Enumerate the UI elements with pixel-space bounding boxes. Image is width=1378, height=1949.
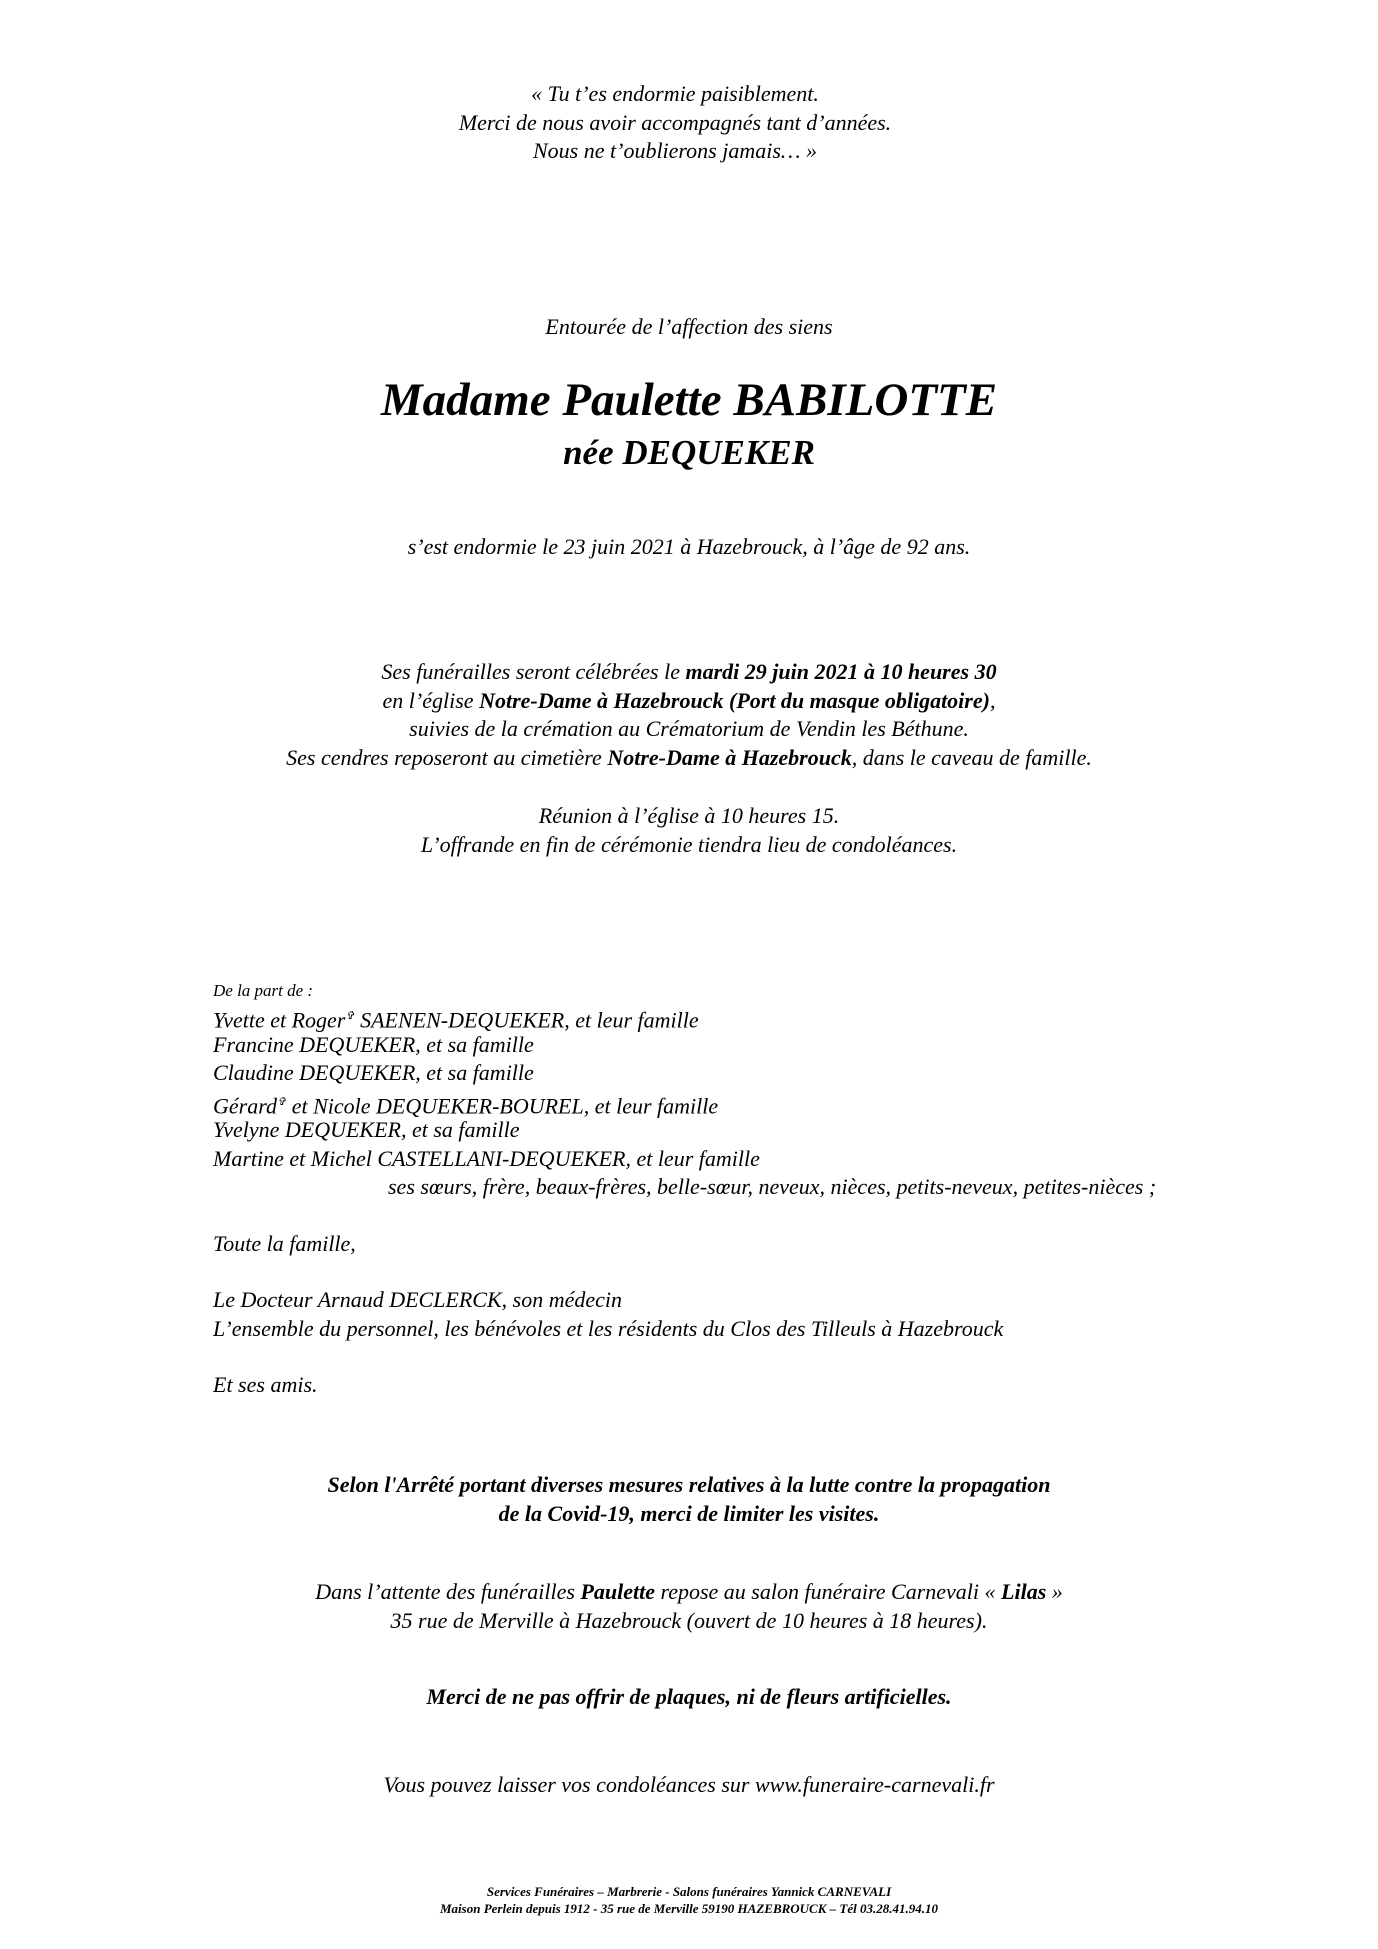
family-list [213,980,1156,1400]
salon-info [0,1578,1378,1635]
condolences-line: Vous pouvez laisser vos condoléances sur www.funeraire-carnevali.fr [383,1772,995,1797]
epigraph [0,80,1350,166]
whole-family-line: Toute la famille, [213,1230,356,1256]
family-member: Martine et Michel CASTELLANI-DEQUEKER, et leur famille [213,1145,760,1171]
meeting-line: Réunion à l’église à 10 heures 15. [538,803,840,828]
cremation-line: suivies de la crémation au Crématorium de Vendin les Béthune. [409,716,969,741]
footer-line: Maison Perlein depuis 1912 - 35 rue de Merville 59190 HAZEBROUCK – Tél 03.28.41.94.10 [440,1901,938,1916]
meeting-info [0,802,1378,859]
funeral-details [0,658,1378,772]
family-header: De la part de : [213,981,314,1000]
funeral-church-line: en l’église Notre-Dame à Hazebrouck (Port du masque obligatoire), [382,687,996,713]
epigraph-line: Nous ne t’oublierons jamais… » [533,138,817,163]
family-member: Gérard✞ et Nicole DEQUEKER-BOUREL, et leur famille [213,1092,719,1118]
ashes-line: Ses cendres reposeront au cimetière Notre-Dame à Hazebrouck, dans le caveau de famille. [286,744,1092,770]
footer [0,1883,1378,1917]
cross-icon: ✞ [345,1010,355,1022]
family-member: Francine DEQUEKER, et sa famille [213,1031,534,1057]
footer-line: Services Funéraires – Marbrerie - Salons funéraires Yannick CARNEVALI [486,1884,892,1899]
doctor-line: Le Docteur Arnaud DECLERCK, son médecin [213,1287,623,1312]
passing-notice: s’est endormie le 23 juin 2021 à Hazebrouck, à l’âge de 92 ans. [407,534,971,559]
staff-line: L’ensemble du personnel, les bénévoles et les résidents du Clos des Tilleuls à Hazebrouck [213,1315,1004,1341]
covid-notice [0,1471,1378,1528]
family-member: Yvette et Roger✞ SAENEN-DEQUEKER, et leur famille [213,1007,699,1033]
offering-line: L’offrande en fin de cérémonie tiendra lieu de condoléances. [420,831,958,857]
epigraph-line: Merci de nous avoir accompagnés tant d’années. [458,109,892,135]
maiden-name: née DEQUEKER [563,433,815,472]
friends-line: Et ses amis. [213,1372,318,1397]
salon-address-line: 35 rue de Merville à Hazebrouck (ouvert de 10 heures à 18 heures). [390,1607,988,1633]
intro-line: Entourée de l’affection des siens [545,314,833,339]
covid-line: de la Covid-19, merci de limiter les visites. [498,1500,880,1526]
relatives-line: ses sœurs, frère, beaux-frères, belle-sœur, neveux, nièces, petits-neveux, petites-nièces ; [388,1174,1157,1199]
cross-icon: ✞ [276,1095,287,1108]
family-member: Yvelyne DEQUEKER, et sa famille [213,1117,520,1142]
plaques-notice: Merci de ne pas offrir de plaques, ni de fleurs artificielles. [426,1684,952,1709]
deceased-name: Madame Paulette BABILOTTE [380,374,998,426]
covid-line: Selon l'Arrêté portant diverses mesures relatives à la lutte contre la propagation [327,1472,1051,1497]
salon-line: Dans l’attente des funérailles Paulette repose au salon funéraire Carnevali « Lilas » [315,1579,1063,1604]
family-member: Claudine DEQUEKER, et sa famille [213,1060,534,1085]
funeral-date-line: Ses funérailles seront célébrées le mardi 29 juin 2021 à 10 heures 30 [381,659,997,684]
epigraph-line: « Tu t’es endormie paisiblement. [531,81,819,106]
